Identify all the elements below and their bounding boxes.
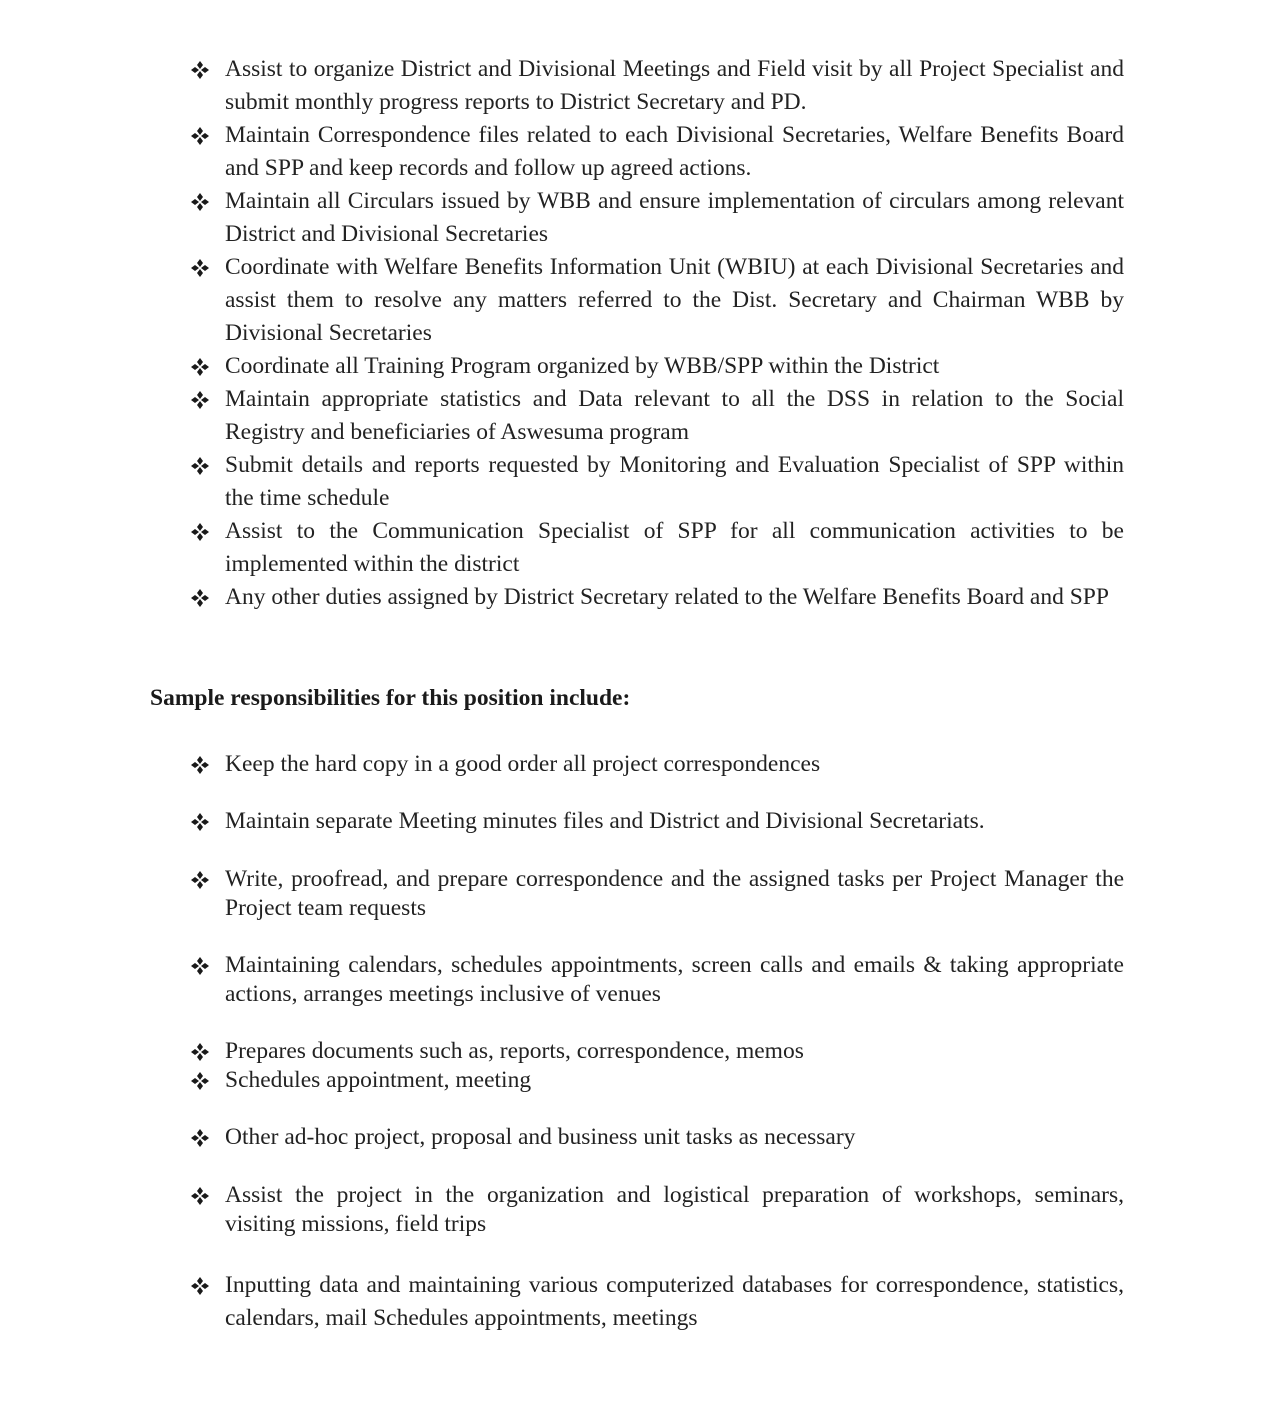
list-item: [190, 581, 1124, 614]
four-diamond-bullet-icon: [190, 1123, 212, 1152]
list-item: [190, 383, 1124, 449]
list-item-text: Assist to the Communication Specialist of SPP for all communication activities to be implemented within the district: [225, 518, 1124, 577]
list-item: [190, 515, 1124, 581]
list-item-text: Maintain appropriate statistics and Data relevant to all the DSS in relation to the Social Registry and beneficiaries of Aswesuma program: [225, 386, 1124, 445]
list-item-text: Coordinate all Training Program organized by WBB/SPP within the District: [225, 353, 940, 379]
list-item-text: Inputting data and maintaining various computerized databases for correspondence, statistics, calendars, mail Schedules appointments, meetings: [225, 1272, 1124, 1331]
list-item: [190, 1269, 1124, 1335]
list-item: [190, 1181, 1124, 1239]
list-item-text: Schedules appointment, meeting: [225, 1067, 532, 1093]
duties-list: [190, 53, 1124, 614]
list-item: [190, 449, 1124, 515]
list-item: [190, 1066, 1124, 1095]
four-diamond-bullet-icon: [190, 865, 212, 894]
list-item: [190, 119, 1124, 185]
four-diamond-bullet-icon: [190, 383, 212, 416]
list-item-text: Maintain separate Meeting minutes files and District and Divisional Secretariats.: [225, 808, 985, 834]
list-item: [190, 750, 1124, 779]
list-item: [190, 1123, 1124, 1152]
list-item-text: Assist to organize District and Divisional Meetings and Field visit by all Project Specialist and submit monthly progress reports to District Secretary and PD.: [225, 56, 1124, 115]
list-item-text: Coordinate with Welfare Benefits Information Unit (WBIU) at each Divisional Secretaries and assist them to resolve any matters referred to the Dist. Secretary and Chairman WBB by Divisional Secretaries: [225, 254, 1124, 346]
four-diamond-bullet-icon: [190, 1269, 212, 1302]
four-diamond-bullet-icon: [190, 750, 212, 779]
list-item: [190, 53, 1124, 119]
four-diamond-bullet-icon: [190, 951, 212, 980]
list-item-text: Write, proofread, and prepare correspondence and the assigned tasks per Project Manager the Project team requests: [225, 866, 1124, 921]
list-item-text: Maintain all Circulars issued by WBB and ensure implementation of circulars among relevant District and Divisional Secretaries: [225, 188, 1124, 247]
list-item-text: Assist the project in the organization and logistical preparation of workshops, seminars, visiting missions, field trips: [225, 1182, 1124, 1237]
four-diamond-bullet-icon: [190, 1037, 212, 1066]
list-item: [190, 251, 1124, 350]
four-diamond-bullet-icon: [190, 449, 212, 482]
four-diamond-bullet-icon: [190, 515, 212, 548]
four-diamond-bullet-icon: [190, 581, 212, 614]
list-item-text: Maintaining calendars, schedules appointments, screen calls and emails & taking appropriate actions, arranges meetings inclusive of venues: [225, 952, 1124, 1007]
four-diamond-bullet-icon: [190, 350, 212, 383]
list-item-text: Prepares documents such as, reports, correspondence, memos: [225, 1038, 804, 1064]
four-diamond-bullet-icon: [190, 251, 212, 284]
list-item-text: Submit details and reports requested by Monitoring and Evaluation Specialist of SPP within the time schedule: [225, 452, 1124, 511]
list-item-text: Any other duties assigned by District Secretary related to the Welfare Benefits Board and SPP: [225, 584, 1109, 610]
list-item-text: Maintain Correspondence files related to each Divisional Secretaries, Welfare Benefits Board and SPP and keep records and follow up agreed actions.: [225, 122, 1124, 181]
four-diamond-bullet-icon: [190, 53, 212, 86]
four-diamond-bullet-icon: [190, 185, 212, 218]
four-diamond-bullet-icon: [190, 1066, 212, 1095]
four-diamond-bullet-icon: [190, 119, 212, 152]
list-item: [190, 350, 1124, 383]
list-item: [190, 185, 1124, 251]
list-item-text: Keep the hard copy in a good order all project correspondences: [225, 751, 821, 777]
four-diamond-bullet-icon: [190, 807, 212, 836]
section-heading: Sample responsibilities for this position include:: [150, 685, 631, 711]
four-diamond-bullet-icon: [190, 1181, 212, 1210]
list-item-text: Other ad-hoc project, proposal and business unit tasks as necessary: [225, 1124, 856, 1150]
list-item: [190, 951, 1124, 1009]
list-item: [190, 865, 1124, 923]
list-item: [190, 1037, 1124, 1066]
list-item: [190, 807, 1124, 836]
